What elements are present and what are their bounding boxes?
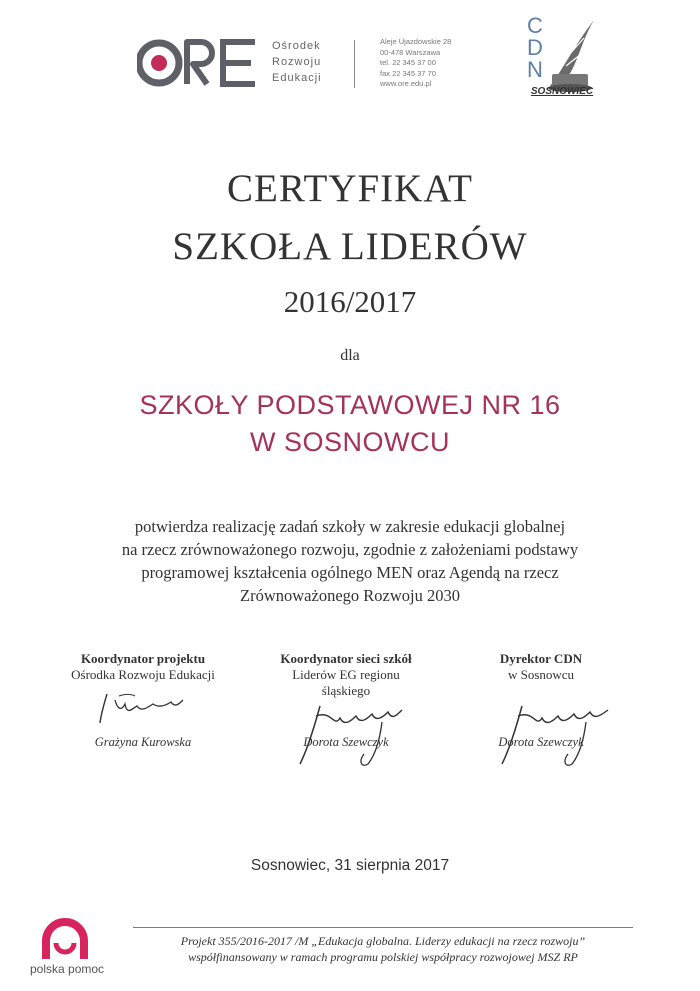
cdn-letter: D xyxy=(527,35,543,60)
cdn-letter: C xyxy=(527,13,543,38)
handwritten-signature-2 xyxy=(292,698,412,770)
cdn-city: SOSNOWIEC xyxy=(530,86,594,97)
statement-line: programowej kształcenia ogólnego MEN oraz Agendą na rzecz xyxy=(141,563,559,582)
statement-line: Zrównoważonego Rozwoju 2030 xyxy=(240,586,460,605)
statement-line: na rzecz zrównoważonego rozwoju, zgodnie z założeniami podstawy xyxy=(121,540,579,559)
signature-block-3 xyxy=(431,651,651,683)
polska-pomoc-label: polska pomoc xyxy=(30,962,105,976)
signature-block-2 xyxy=(236,651,456,699)
ore-address-line: tel. 22 345 37 00 xyxy=(380,58,436,67)
certificate-for: dla xyxy=(340,347,360,364)
ore-divider xyxy=(354,40,355,88)
handwritten-signature-3 xyxy=(490,698,620,770)
signature-org: w Sosnowcu xyxy=(507,667,575,682)
ore-name-line: Rozwoju xyxy=(272,56,322,68)
ore-name-line: Edukacji xyxy=(272,72,322,84)
handwritten-signature-1 xyxy=(95,690,195,730)
footer-line: Projekt 355/2016-2017 /M „Edukacja globalna. Liderzy edukacji na rzecz rozwoju” xyxy=(180,934,586,948)
ore-name xyxy=(272,38,322,86)
footer-divider xyxy=(133,927,633,928)
ore-address-line: fax 22 345 37 70 xyxy=(380,68,436,78)
place-date: Sosnowiec, 31 sierpnia 2017 xyxy=(250,857,450,874)
certificate-year: 2016/2017 xyxy=(283,284,417,319)
signature-name: Grażyna Kurowska xyxy=(94,735,192,749)
ore-address xyxy=(380,37,451,90)
signature-org: śląskiego xyxy=(321,683,371,698)
signature-role: Dyrektor CDN xyxy=(499,651,583,666)
signature-org: Ośrodka Rozwoju Edukacji xyxy=(71,667,215,682)
footer-text xyxy=(133,933,633,965)
certificate-subtitle: SZKOŁA LIDERÓW xyxy=(172,225,528,268)
certificate-title: CERTYFIKAT xyxy=(227,167,473,210)
cdn-letter: N xyxy=(527,57,543,82)
statement xyxy=(0,515,700,607)
ore-address-line: Aleje Ujazdowskie 28 xyxy=(380,37,452,46)
footer-line: współfinansowany w ramach programu polskiej współpracy rozwojowej MSZ RP xyxy=(188,950,578,964)
school-name-line-1: SZKOŁY PODSTAWOWEJ NR 16 xyxy=(139,390,561,420)
school-name-line-2: W SOSNOWCU xyxy=(250,427,450,457)
polska-pomoc-logo-icon xyxy=(40,917,90,962)
signature-role: Koordynator projektu xyxy=(80,651,206,666)
cdn-letters xyxy=(524,15,546,81)
signature-role: Koordynator sieci szkół xyxy=(280,651,412,666)
ore-address-line: www.ore.edu.pl xyxy=(380,79,432,88)
signature-org: Liderów EG regionu xyxy=(292,667,400,682)
ore-address-line: 00-478 Warszawa xyxy=(380,47,441,57)
signature-name: Dorota Szewczyk xyxy=(498,735,584,749)
signature-name: Dorota Szewczyk xyxy=(303,735,389,749)
ore-name-line: Ośrodek xyxy=(272,40,321,52)
statement-line: potwierdza realizację zadań szkoły w zakresie edukacji globalnej xyxy=(134,517,566,536)
ore-logo xyxy=(137,36,259,90)
signature-block-1 xyxy=(33,651,253,683)
